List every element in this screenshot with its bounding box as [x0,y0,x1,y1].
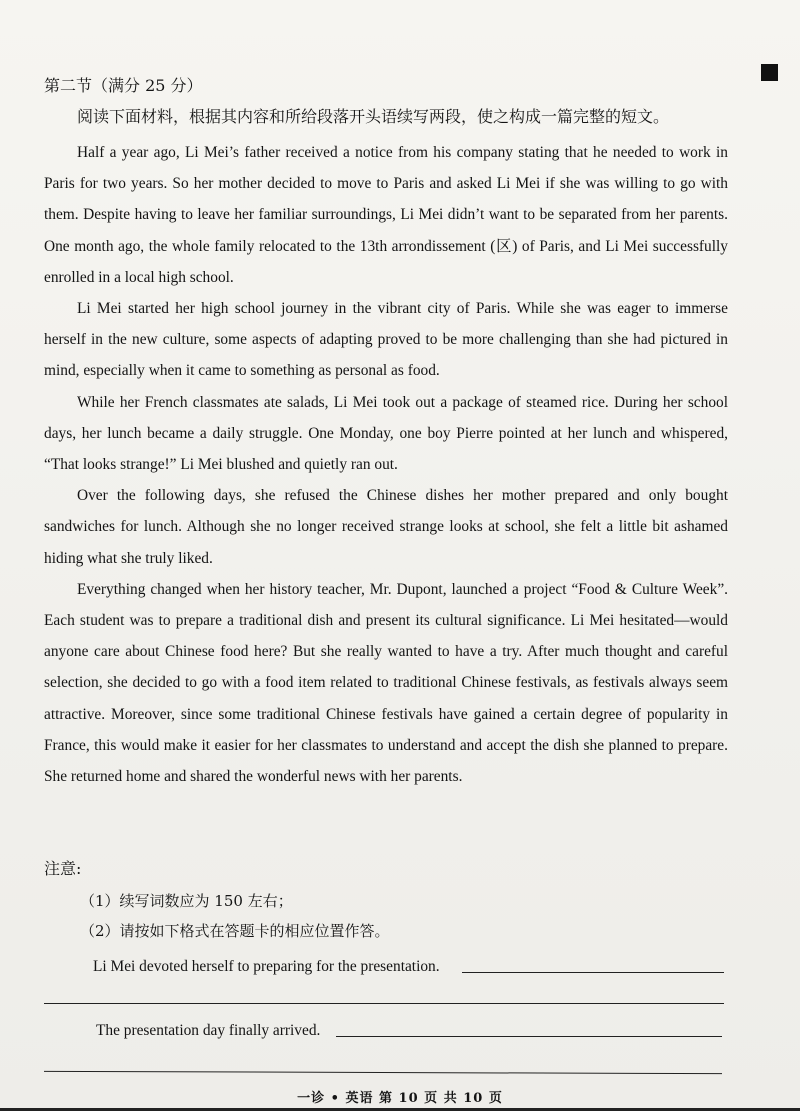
answer-blank-line[interactable] [44,1071,722,1074]
notes-section [44,857,744,949]
instruction-text: 阅读下面材料，根据其内容和所给段落开头语续写两段，使之构成一篇完整的短文。 [77,107,670,126]
answer-blank-line[interactable] [44,1003,724,1004]
passage-paragraph: Half a year ago, Li Mei’s father received a notice from his company stating that he needed to work in Paris for two years. So her mother decided to move to Paris and asked Li Mei if she was willing to go with them. Despite having to leave her familiar surroundings, Li Mei didn’t want to be separated from her parents. One month ago, the whole family relocated to the 13th arrondissement (区) of Paris, and Li Mei successfully enrolled in a local high school. [44,144,728,286]
note-item: （2）请按如下格式在答题卡的相应位置作答。 [80,922,390,940]
passage-paragraph: Li Mei started her high school journey in the vibrant city of Paris. While she was eager to immerse herself in the new culture, some aspects of adapting proved to be more challenging than she had pictured in mind, especially when it came to something as personal as food. [44,300,728,380]
passage-paragraph: Over the following days, she refused the Chinese dishes her mother prepared and only bought sandwiches for lunch. Although she no longer received strange looks at school, she felt a little bit ashamed hiding what she truly liked. [44,487,728,567]
note-item: （1）续写词数应为 150 左右； [80,892,293,910]
page-footer: 一诊 • 英语 第 10 页 共 10 页 [297,1091,503,1106]
answer-blank-line[interactable] [336,1036,722,1037]
reading-passage [44,137,728,792]
answer-blank-line[interactable] [462,972,724,973]
notes-heading: 注意: [44,859,82,878]
section-title: 第二节（满分 25 分） [44,76,203,95]
registration-mark [761,64,778,81]
passage-paragraph: While her French classmates ate salads, Li Mei took out a package of steamed rice. During her school days, her lunch became a daily struggle. One Monday, one boy Pierre pointed at her lunch and whispered, “That looks strange!” Li Mei blushed and quietly ran out. [44,393,728,474]
paragraph-starter-1: Li Mei devoted herself to preparing for the presentation. [93,958,440,975]
passage-paragraph: Everything changed when her history teacher, Mr. Dupont, launched a project “Food & Culture Week”. Each student was to prepare a traditional dish and present its cultural significance. Li Mei hesitated—would anyone care about Chinese food here? But she really wanted to have a try. After much thought and careful selection, she decided to go with a food item related to traditional Chinese festivals, as festivals always seem attractive. Moreover, since some traditional Chinese festivals have gained a certain degree of popularity in France, this would make it easier for her classmates to understand and accept the dish she planned to prepare. She returned home and shared the wonderful news with her parents. [44,580,728,786]
paragraph-starter-2: The presentation day finally arrived. [96,1022,321,1039]
